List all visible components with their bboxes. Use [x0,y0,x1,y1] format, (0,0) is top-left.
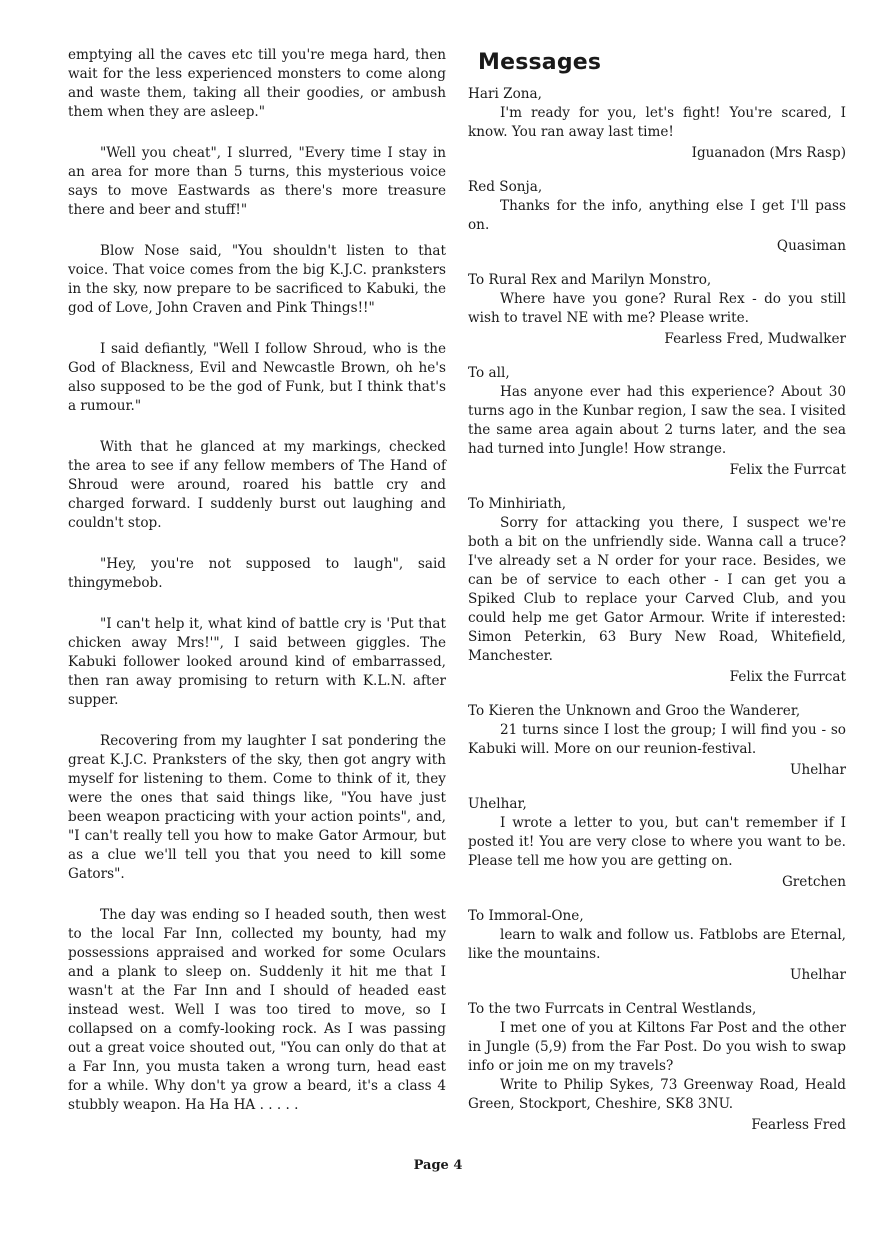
story-paragraph: "I can't help it, what kind of battle cry is 'Put that chicken away Mrs!'", I said between giggles. The Kabuki follower looked around kind of embarrassed, then ran away promising to return with K.L.N. after supper. [68,616,446,708]
message-signature: Quasiman [776,238,846,254]
message-recipient: To Kieren the Unknown and Groo the Wanderer, [468,703,801,719]
message-signature: Gretchen [781,874,846,890]
message-item [468,271,846,349]
message-signature: Uhelhar [790,762,846,778]
message-recipient: Hari Zona, [468,86,542,102]
story-column [68,46,446,1137]
message-item [468,495,846,687]
story-paragraph: Blow Nose said, "You shouldn't listen to that voice. That voice comes from the big K.J.C. pranksters in the sky, now prepare to be sacrificed to Kabuki, the god of Love, John Craven and Pink Things!!" [68,243,446,316]
message-item [468,795,846,892]
message-signature: Fearless Fred, Mudwalker [664,331,846,347]
message-item [468,178,846,256]
message-recipient: Uhelhar, [468,796,527,812]
message-item [468,702,846,780]
messages-heading: Messages [478,50,602,75]
message-item [468,85,846,163]
message-signature: Felix the Furrcat [729,669,846,685]
message-address: Write to Philip Sykes, 73 Greenway Road, Heald Green, Stockport, Cheshire, SK8 3NU. [468,1077,846,1112]
message-body: I met one of you at Kiltons Far Post and the other in Jungle (5,9) from the Far Post. Do you wish to swap info or join me on my travels? [468,1020,846,1074]
message-item [468,364,846,480]
message-body: 21 turns since I lost the group; I will find you - so Kabuki will. More on our reunion-festival. [468,722,846,757]
message-recipient: To all, [468,365,510,381]
message-recipient: To Minhiriath, [468,496,567,512]
story-paragraph: I said defiantly, "Well I follow Shroud, who is the God of Blackness, Evil and Newcastle Brown, oh he's also supposed to be the god of Funk, but I think that's a rumour." [68,341,446,414]
message-body: I wrote a letter to you, but can't remember if I posted it! You are very close to where you want to be. Please tell me how you are getting on. [468,815,846,869]
story-paragraph: "Hey, you're not supposed to laugh", said thingymebob. [68,556,446,591]
messages-column [468,46,846,1150]
story-paragraph: "Well you cheat", I slurred, "Every time I stay in an area for more than 5 turns, this mysterious voice says to move Eastwards as there's more treasure there and beer and stuff!" [68,145,446,218]
story-paragraph: The day was ending so I headed south, then west to the local Far Inn, collected my bounty, had my possessions appraised and worked for some Oculars and a plank to sleep on. Suddenly it hit me that I wasn't at the Far Inn and I should of headed east instead west. Well I was too tired to move, so I collapsed on a comfy-looking rock. As I was passing out a great voice shouted out, "You can only do that at a Far Inn, you musta taken a wrong turn, head east for a while. Why don't ya grow a beard, it's a class 4 stubbly weapon. Ha Ha HA . . . . . [68,907,446,1113]
message-recipient: To Immoral-One, [468,908,584,924]
message-body: I'm ready for you, let's fight! You're scared, I know. You ran away last time! [468,105,846,140]
message-recipient: Red Sonja, [468,179,543,195]
message-body: Thanks for the info, anything else I get I'll pass on. [468,198,846,233]
message-body: learn to walk and follow us. Fatblobs are Eternal, like the mountains. [468,927,846,962]
page-number: Page 4 [413,1158,463,1173]
message-recipient: To Rural Rex and Marilyn Monstro, [468,272,712,288]
story-paragraph: Recovering from my laughter I sat pondering the great K.J.C. Pranksters of the sky, then got angry with myself for listening to them. Come to think of it, they were the ones that said things like, "You have just been weapon practicing with your action points", and, "I can't really tell you how to make Gator Armour, but as a clue we'll tell you that you need to kill some Gators". [68,733,446,882]
message-item [468,907,846,985]
message-signature: Iguanadon (Mrs Rasp) [691,145,846,161]
message-item [468,1000,846,1135]
message-signature: Felix the Furrcat [729,462,846,478]
story-paragraph: With that he glanced at my markings, checked the area to see if any fellow members of The Hand of Shroud were around, roared his battle cry and charged forward. I suddenly burst out laughing and couldn't stop. [68,439,446,531]
message-body: Where have you gone? Rural Rex - do you still wish to travel NE with me? Please write. [468,291,846,326]
message-body: Has anyone ever had this experience? About 30 turns ago in the Kunbar region, I saw the sea. I visited the same area again about 2 turns later, and the sea had turned into Jungle! How strange. [468,384,846,457]
message-body: Sorry for attacking you there, I suspect we're both a bit on the unfriendly side. Wanna call a truce? I've already set a N order for your race. Besides, we can be of service to each other - I can get you a Spiked Club to replace your Carved Club, and you could help me get Gator Armour. Write if interested: Simon Peterkin, 63 Bury New Road, Whitefield, Manchester. [468,515,846,664]
message-recipient: To the two Furrcats in Central Westlands, [468,1001,757,1017]
message-signature: Uhelhar [790,967,846,983]
story-paragraph: emptying all the caves etc till you're mega hard, then wait for the less experienced monsters to come along and waste them, taking all their goodies, or ambush them when they are asleep." [68,47,446,120]
message-signature: Fearless Fred [751,1117,846,1133]
